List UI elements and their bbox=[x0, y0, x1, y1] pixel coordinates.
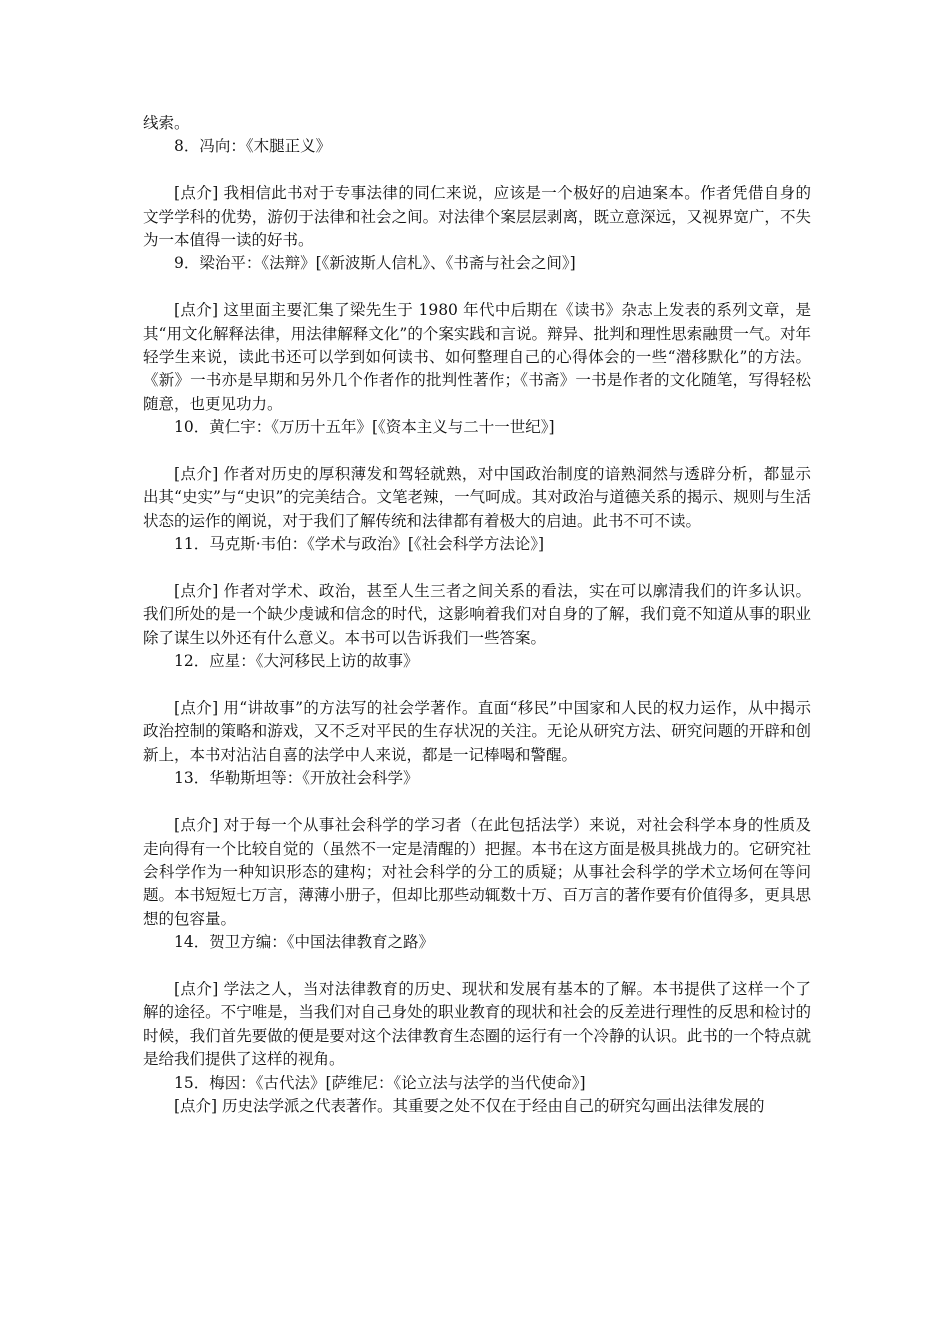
blank-line bbox=[143, 276, 811, 299]
entry-comment-14: [点介] 学法之人，当对法律教育的历史、现状和发展有基本的了解。本书提供了这样一个了解的途径。不宁唯是，当我们对自己身处的职业教育的现状和社会的反差进行理性的反思和检讨的时候，我们首先要做的便是要对这个法律教育生态圈的运行有一个冷静的认识。此书的一个特点就是给我们提供了这样的视角。 bbox=[143, 979, 811, 1069]
entry-title-14: 14．贺卫方编：《中国法律教育之路》 bbox=[174, 933, 434, 952]
entry-title-12: 12．应星：《大河移民上访的故事》 bbox=[174, 652, 419, 671]
blank-line bbox=[143, 440, 811, 463]
blank-line bbox=[143, 557, 811, 580]
entry-comment-11: [点介] 作者对学术、政治，甚至人生三者之间关系的看法，实在可以廓清我们的许多认识。我们所处的是一个缺少虔诚和信念的时代，这影响着我们对自身的了解，我们竟不知道从事的职业除了谋生以外还有什么意义。本书可以告诉我们一些答案。 bbox=[143, 582, 811, 647]
entry-comment-10: [点介] 作者对历史的厚积薄发和驾轻就熟，对中国政治制度的谙熟洞然与透辟分析，都显示出其“史实”与“史识”的完美结合。文笔老辣，一气呵成。其对政治与道德关系的揭示、规则与生活状态的运作的阐说，对于我们了解传统和法律都有着极大的启迪。此书不可不读。 bbox=[143, 465, 811, 530]
entry-title-15: 15．梅因：《古代法》[萨维尼：《论立法与法学的当代使命》] bbox=[174, 1073, 586, 1092]
blank-line bbox=[143, 159, 811, 182]
entry-title-13: 13．华勒斯坦等：《开放社会科学》 bbox=[174, 769, 419, 788]
entry-comment-9: [点介] 这里面主要汇集了梁先生于 1980 年代中后期在《读书》杂志上发表的系列文章，是其“用文化解释法律，用法律解释文化”的个案实践和言说。辩异、批判和理性思索融贯一气。对年轻学生来说，读此书还可以学到如何读书、如何整理自己的心得体会的一些“潜移默化”的方法。《新》一书亦是早期和另外几个作者作的批判性著作；《书斋》一书是作者的文化随笔，写得轻松随意，也更见功力。 bbox=[143, 301, 811, 413]
blank-line bbox=[143, 955, 811, 978]
entry-title-10: 10．黄仁宇：《万历十五年》[《资本主义与二十一世纪》] bbox=[174, 418, 555, 437]
document-page bbox=[143, 112, 811, 1118]
blank-line bbox=[143, 791, 811, 814]
entry-title-8: 8．冯向：《木腿正义》 bbox=[174, 137, 332, 156]
entry-comment-13: [点介] 对于每一个从事社会科学的学习者（在此包括法学）来说，对社会科学本身的性质及走向得有一个比较自觉的（虽然不一定是清醒的）把握。本书在这方面是极具挑战力的。它研究社会科学作为一种知识形态的建构；对社会科学的分工的质疑；从事社会科学的学术立场何在等问题。本书短短七万言，薄薄小册子，但却比那些动辄数十万、百万言的著作要有价值得多，更具思想的包容量。 bbox=[143, 816, 811, 928]
entry-comment-15: [点介] 历史法学派之代表著作。其重要之处不仅在于经由自己的研究勾画出法律发展的 bbox=[174, 1096, 765, 1115]
continuation-text: 线索。 bbox=[143, 114, 190, 132]
entry-title-11: 11．马克斯·韦伯：《学术与政治》[《社会科学方法论》] bbox=[174, 535, 544, 554]
entry-comment-8: [点介] 我相信此书对于专事法律的同仁来说，应该是一个极好的启迪案本。作者凭借自身的文学学科的优势，游仞于法律和社会之间。对法律个案层层剥离，既立意深远，又视界宽广，不失为一本值得一读的好书。 bbox=[143, 184, 811, 250]
entry-comment-12: [点介] 用“讲故事”的方法写的社会学著作。直面“移民”中国家和人民的权力运作，从中揭示政治控制的策略和游戏，又不乏对平民的生存状况的关注。无论从研究方法、研究问题的开辟和创新上，本书对沾沾自喜的法学中人来说，都是一记棒喝和警醒。 bbox=[143, 699, 811, 764]
blank-line bbox=[143, 674, 811, 697]
entry-title-9: 9．梁治平：《法辩》[《新波斯人信札》、《书斋与社会之间》] bbox=[174, 254, 576, 273]
